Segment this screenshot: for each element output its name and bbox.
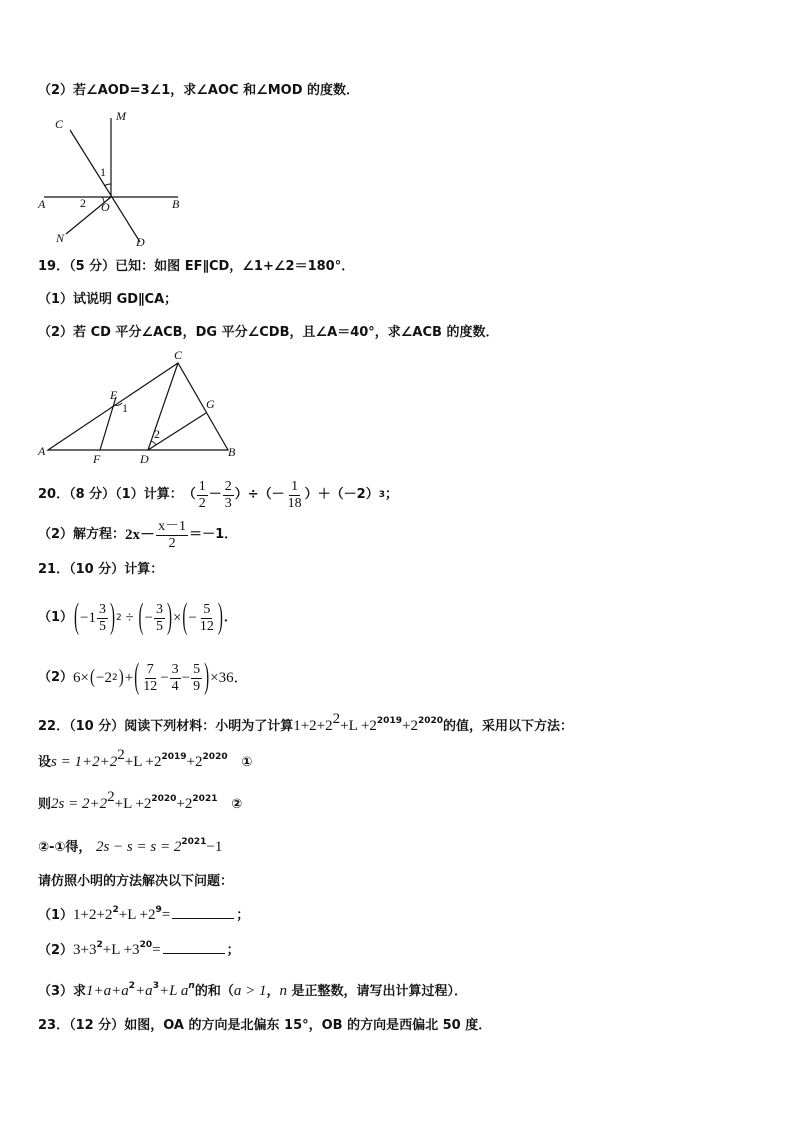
question-22-stem: 22．（10 分）阅读下列材料：小明为了计算$1+2+2^2+L +2^{2019}+2^{2020}$的值，采用以下方法： (38, 711, 574, 734)
segment-dc (148, 363, 178, 450)
label-e: E (110, 388, 118, 402)
question-23-stem: 23．（12 分）如图，OA 的方向是北偏东 15°，OB 的方向是西偏北 50 度． (38, 1018, 492, 1033)
line-cd (70, 130, 140, 242)
question-20-part-1: 20．（8 分）（1）计算： （ $\frac{1}{2}$ － $\frac{2}{3}$ ）÷（－ $\frac{1}{18}$ ） ＋（－2） 3 ； (38, 478, 398, 511)
label-angle-1: 1 (122, 401, 128, 415)
label-n: N (56, 231, 65, 245)
label-angle-1: 1 (100, 165, 106, 179)
label-b: B (172, 197, 180, 211)
fraction-2-3: $\frac{2}{3}$ (224, 478, 232, 511)
question-19-part-2: （2）若 CD 平分∠ACB，DG 平分∠CDB，且∠A＝40°，求∠ACB 的度数． (38, 325, 499, 340)
angle-2-arc (151, 441, 156, 445)
label-angle-2: 2 (154, 427, 160, 441)
question-19-stem: 19．（5 分）已知：如图 EF∥CD，∠1+∠2＝180°． (38, 259, 355, 274)
label-d: D (140, 452, 149, 466)
label-b: B (228, 445, 236, 459)
angle-1-arc (104, 184, 111, 186)
question-22-line-3: ②-①得， $2s - s = s = 2^{2021}-1$ (38, 837, 223, 855)
q20-p2-rhs: ＝－1． (189, 527, 238, 542)
answer-blank-2[interactable] (163, 940, 225, 954)
label-c: C (174, 348, 183, 362)
label-o: O (101, 200, 110, 214)
question-21-stem: 21．（10 分）计算： (38, 562, 164, 577)
question-21-part-1: （1） ( −1 $\frac{3}{5}$ ) 2 ÷ ( − $\frac{3}{5}$ ) × ( − $\frac{5}{12}$ ) ． (38, 598, 237, 638)
triangle-abc (48, 363, 228, 450)
fraction-1-18: $\frac{1}{18}$ (287, 478, 302, 511)
label-angle-2: 2 (80, 196, 86, 210)
question-22-line-1: 设$s = 1+2+2^2+L +2^{2019}+2^{2020}$ ① (38, 747, 253, 770)
question-22-part-2: $(2)3+3^2+L +3^{20}=$ ； (38, 940, 240, 958)
question-22-part-1: $(1)1+2+2^2+L +2^9=$ ； (38, 905, 250, 923)
label-f: F (93, 452, 101, 466)
answer-blank-1[interactable] (172, 905, 234, 919)
segment-fe (100, 397, 116, 450)
label-d: D (136, 235, 145, 249)
figure-triangle-abc (30, 343, 250, 468)
label-c: C (55, 117, 64, 131)
q20-p2-label: （2）解方程： (38, 527, 126, 542)
question-22-part-3: （3）求$1+a+a^2+a^3+L$ $a^n$的和（a > 1，n 是正整数，请写出计算过程）． (38, 981, 468, 999)
label-a: A (38, 197, 46, 211)
q20-p2-lhs: 2x－ (125, 527, 156, 543)
label-g: G (206, 397, 215, 411)
label-a: A (38, 444, 46, 458)
q20-tail: ＋（－2） (317, 487, 379, 502)
fraction-1-2: $\frac{1}{2}$ (198, 478, 206, 511)
question-22-line-2: 则$2s = 2+2^2+L +2^{2020}+2^{2021}$ ② (38, 789, 243, 812)
question-18-part-2: （2）若∠AOD=3∠1，求∠AOC 和∠MOD 的度数． (38, 83, 360, 98)
q20-label: 20．（8 分）（1）计算： (38, 487, 183, 502)
question-19-part-1: （1）试说明 GD∥CA； (38, 292, 178, 307)
fraction-x-minus-1-over-2: $\frac{x-1}{2}$ (158, 518, 187, 551)
figure-angles-at-o (30, 104, 200, 254)
question-20-part-2 (38, 515, 237, 555)
label-m: M (116, 109, 126, 123)
question-22-instruction: 请仿照小明的方法解决以下问题： (38, 874, 234, 889)
question-21-part-2: （2） 6× ( −2 2 ) + ( $\frac{7}{12}$ − $\frac{3}{4}$ − $\frac{5}{9}$ ) ×36． (38, 658, 249, 698)
